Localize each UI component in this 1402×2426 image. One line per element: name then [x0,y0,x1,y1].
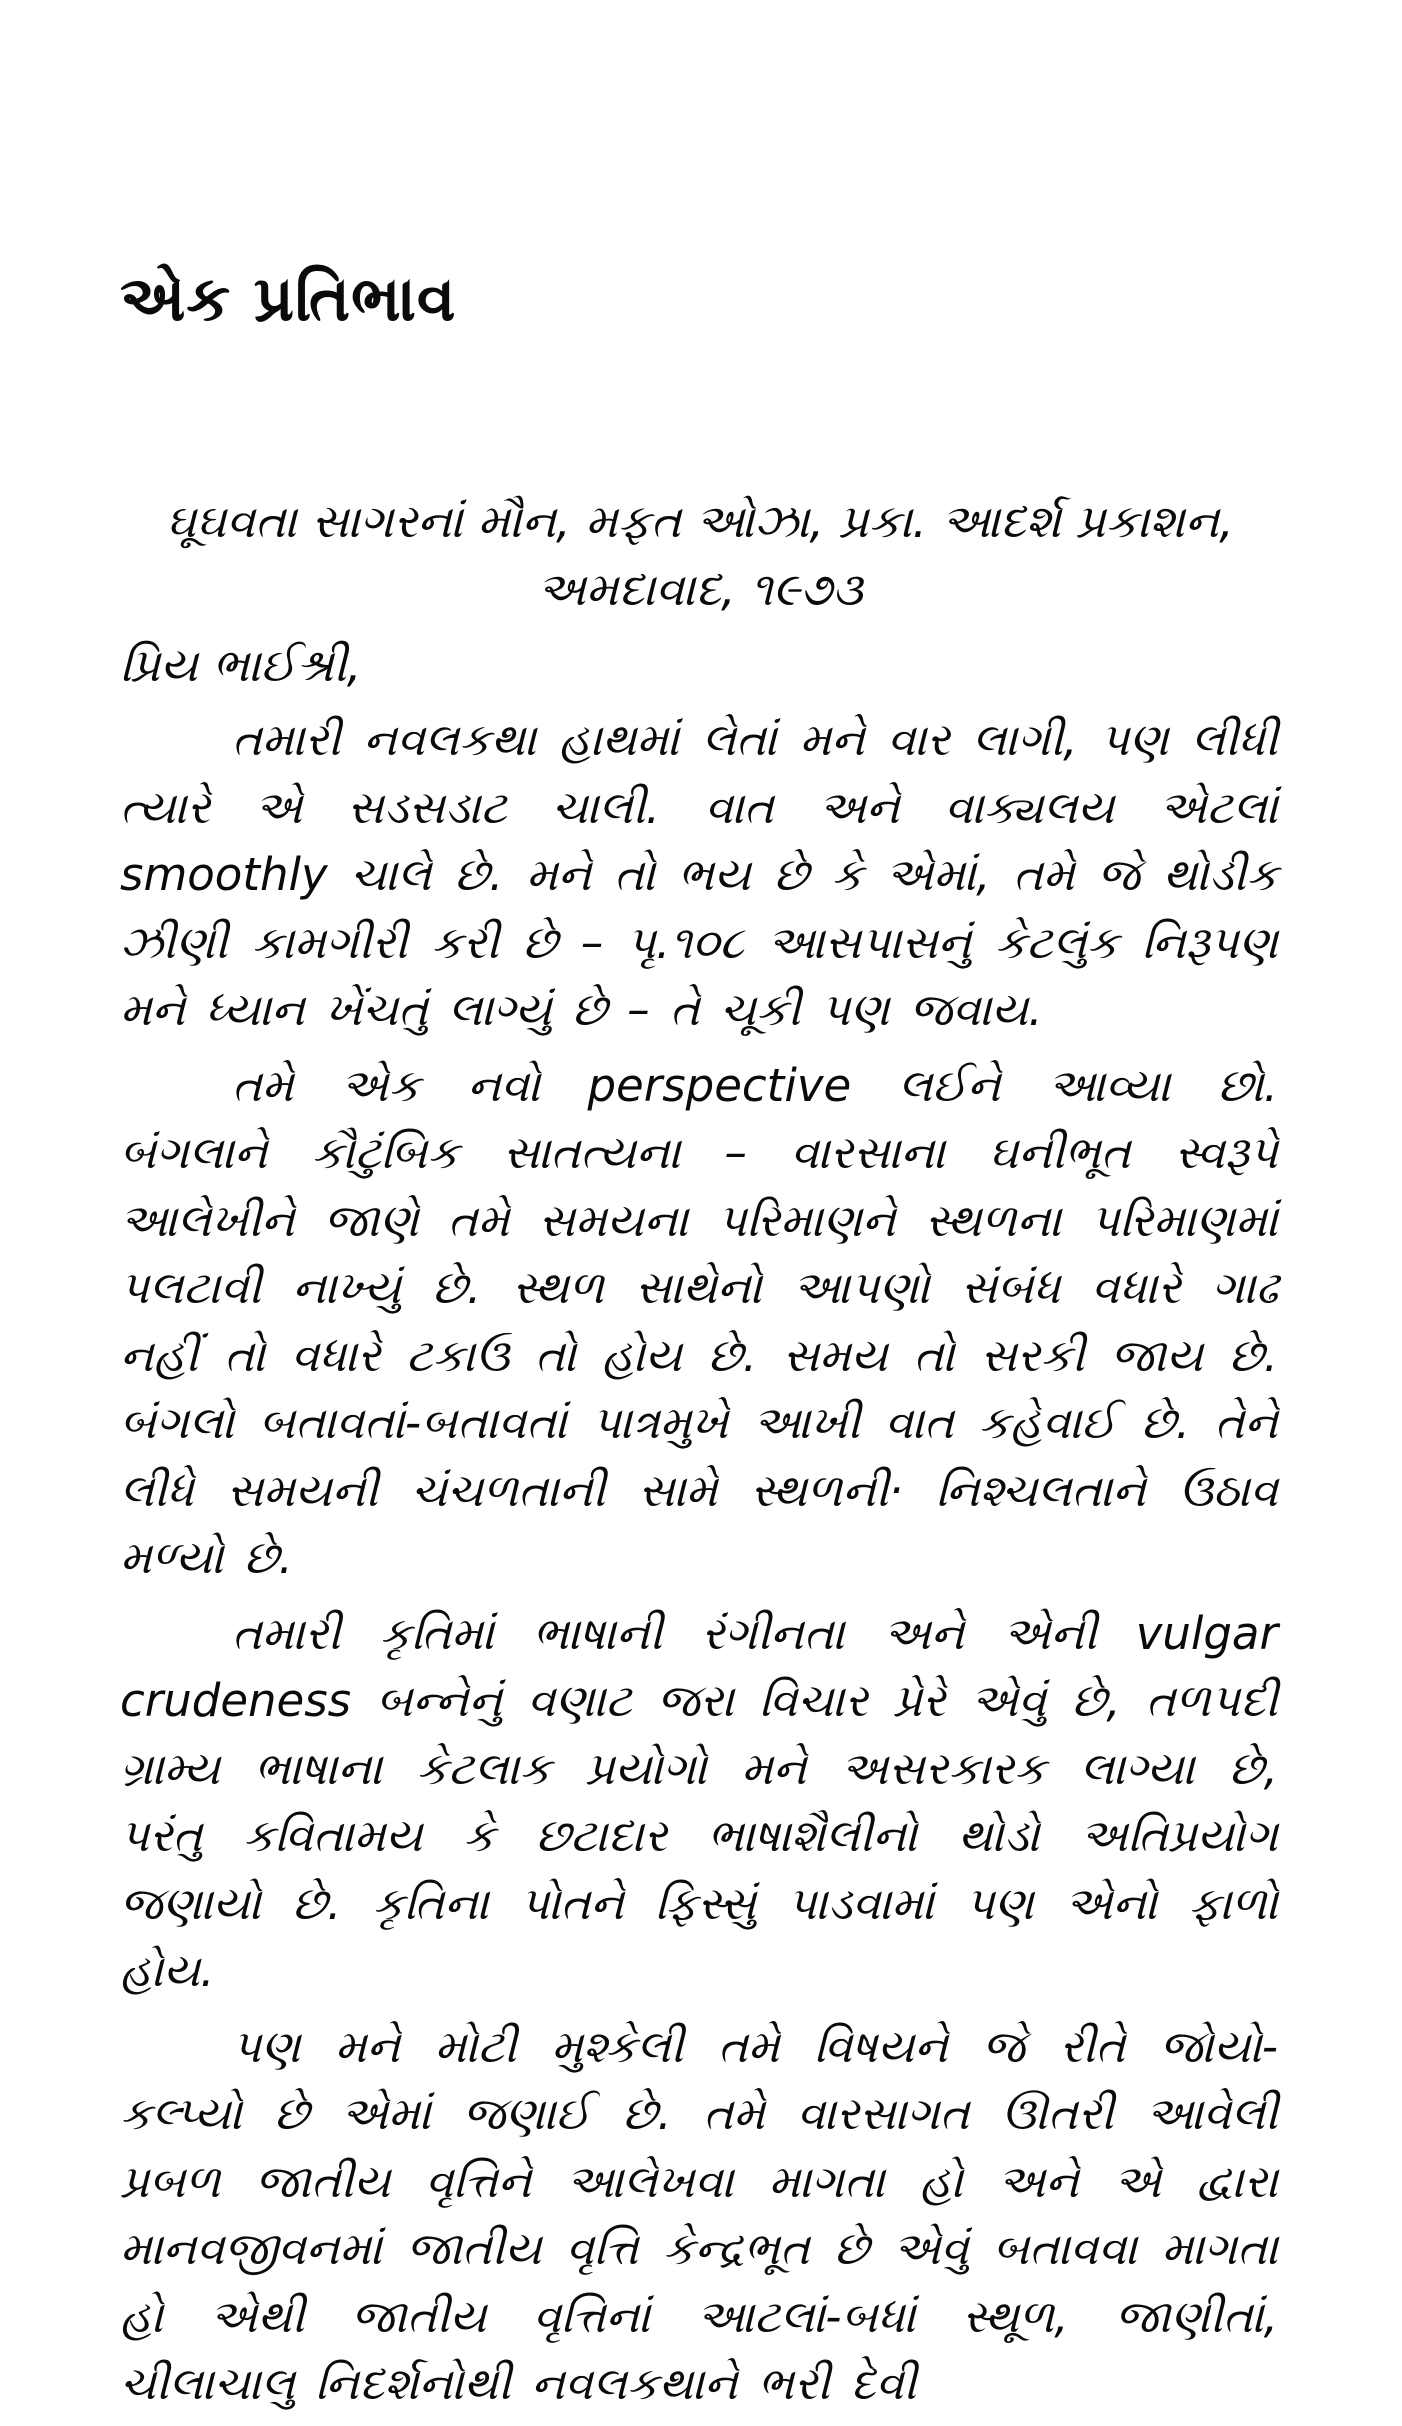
paragraph-1: તમારી નવલકથા હાથમાં લેતાં મને વાર લાગી, પણ લીધી ત્યારે એ સડસડાટ ચાલી. વાત અને વાક્યલય એટલાં smoothly ચાલે છે. મને તો ભય છે કે એમાં, તમે જે થોડીક ઝીણી કામગીરી કરી છે – પૃ.૧૦૮ આસપાસનું કેટલુંક નિરૂપણ મને ધ્યાન ખેંચતું લાગ્યું છે – તે ચૂકી પણ જવાય. [120,713,1278,1036]
citation-line-1: ઘૂઘવતા સાગરનાં મૌન, મફત ઓઝા, પ્રકા. આદર્શ પ્રકાશન, [166,494,1234,548]
chapter-title: એક પ્રતિભાવ [120,262,457,335]
paragraph-2: તમે એક નવો perspective લઈને આવ્યા છો. બંગલાને કૌટુંબિક સાતત્યના – વારસાના ઘનીભૂત સ્વરૂપે આલેખીને જાણે તમે સમયના પરિમાણને સ્થળના પરિમાણમાં પલટાવી નાખ્યું છે. સ્થળ સાથેનો આપણો સંબંધ વધારે ગાઢ નહીં તો વધારે ટકાઉ તો હોય છે. સમય તો સરકી જાય છે. બંગલો બતાવતાં-બતાવતાં પાત્રમુખે આખી વાત કહેવાઈ છે. તેને લીધે સમયની ચંચળતાની સામે સ્થળની· નિશ્ચલતાને ઉઠાવ મળ્યો છે. [120,1058,1278,1584]
salutation: પ્રિય ભાઈશ્રી, [120,638,362,692]
letter-body [120,706,1278,2426]
paragraph-3: તમારી કૃતિમાં ભાષાની રંગીનતા અને એની vulgar crudeness બન્નેનું વણાટ જરા વિચાર પ્રેરે એવું છે, તળપદી ગ્રામ્ય ભાષાના કેટલાક પ્રયોગો મને અસરકારક લાગ્યા છે, પરંતુ કવિતામય કે છટાદાર ભાષાશૈલીનો થોડો અતિપ્રયોગ જણાયો છે. કૃતિના પોતને ફિસ્સું પાડવામાં પણ એનો ફાળો હોય. [120,1606,1278,1997]
citation-line-2: અમદાવાદ, ૧૯૭૩ [537,562,863,616]
paragraph-4: પણ મને મોટી મુશ્કેલી તમે વિષયને જે રીતે જોયો-કલ્પ્યો છે એમાં જણાઈ છે. તમે વારસાગત ઊતરી આવેલી પ્રબળ જાતીય વૃત્તિને આલેખવા માગતા હો અને એ દ્વારા માનવજીવનમાં જાતીય વૃત્તિ કેન્દ્રભૂત છે એવું બતાવવા માગતા હો એથી જાતીય વૃત્તિનાં આટલાં-બધાં સ્થૂળ, જાણીતાં, ચીલાચાલુ નિદર્શનોથી નવલકથાને ભરી દેવી [120,2019,1278,2410]
